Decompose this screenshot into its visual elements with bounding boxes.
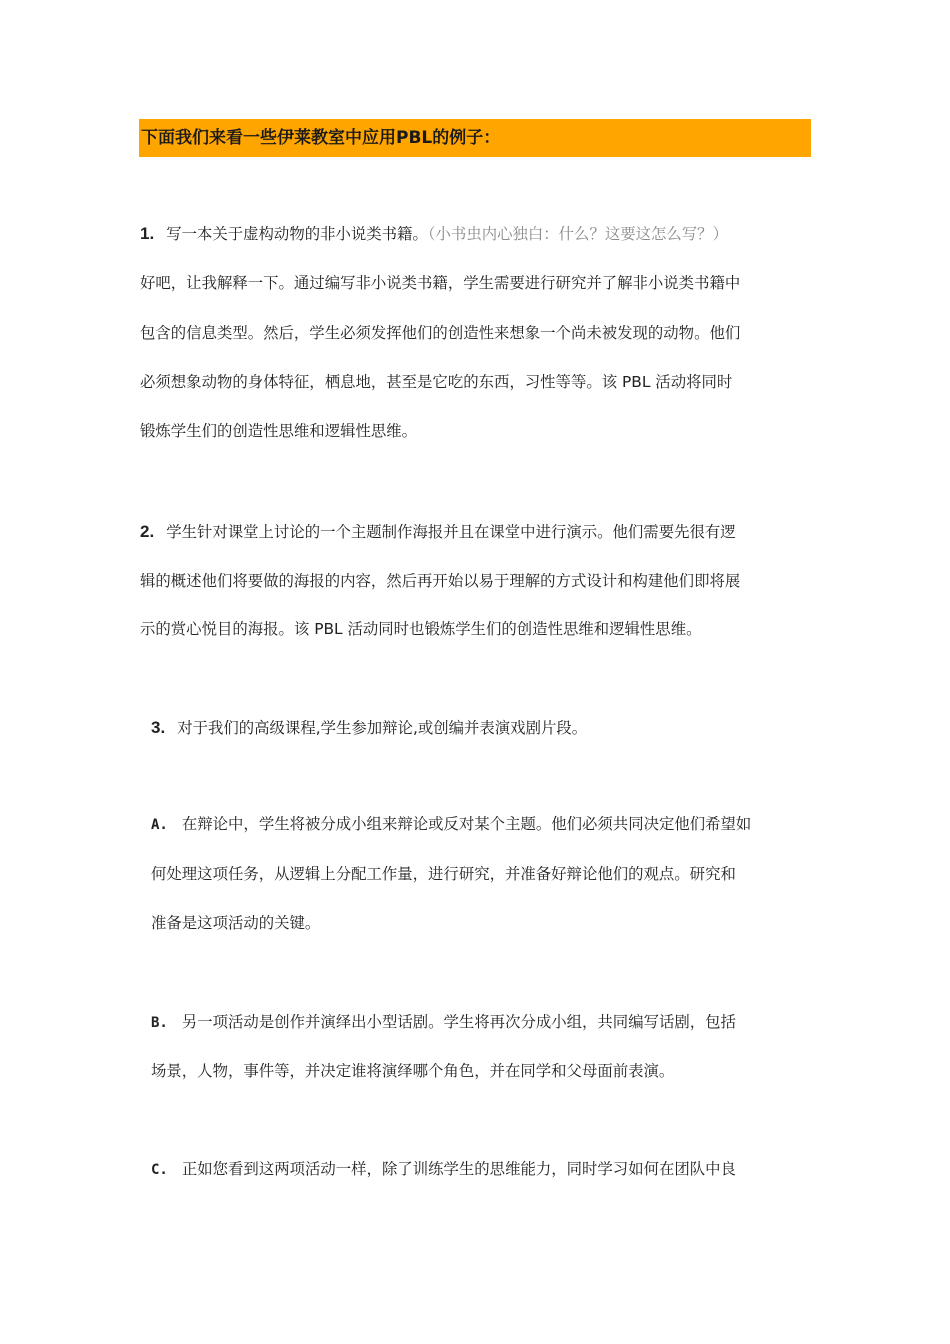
item-2-number: 2. bbox=[140, 522, 155, 541]
item-c-text: 正如您看到这两项活动一样，除了训练学生的思维能力，同时学习如何在团队中良 bbox=[181, 1160, 736, 1178]
item-b-text: 另一项活动是创作并演绎出小型话剧。学生将再次分成小组，共同编写话剧，包括 bbox=[181, 1013, 736, 1031]
item-3-text: 对于我们的高级课程,学生参加辩论,或创编并表演戏剧片段。 bbox=[177, 719, 588, 737]
item-b-letter: B. bbox=[151, 1015, 168, 1031]
item-1-aside: （小书虫内心独白：什么？这要这怎么写？） bbox=[427, 225, 728, 243]
item-a-first-line bbox=[151, 814, 751, 835]
item-2-line: 辑的概述他们将要做的海报的内容，然后再开始以易于理解的方式设计和构建他们即将展 bbox=[140, 572, 741, 590]
item-1-first-line bbox=[140, 224, 728, 244]
item-3-number: 3. bbox=[151, 718, 166, 737]
item-1-line: 好吧，让我解释一下。通过编写非小说类书籍，学生需要进行研究并了解非小说类书籍中 bbox=[140, 274, 741, 292]
item-1-line: 锻炼学生们的创造性思维和逻辑性思维。 bbox=[140, 422, 418, 440]
item-b-first-line bbox=[151, 1012, 736, 1033]
item-2-text: 学生针对课堂上讨论的一个主题制作海报并且在课堂中进行演示。他们需要先很有逻 bbox=[166, 523, 736, 541]
item-1-title: 写一本关于虚构动物的非小说类书籍。 bbox=[166, 225, 428, 243]
item-3-line bbox=[151, 718, 587, 738]
item-b-line: 场景，人物，事件等，并决定谁将演绎哪个角色，并在同学和父母面前表演。 bbox=[151, 1062, 675, 1080]
item-2-line: 示的赏心悦目的海报。该 PBL 活动同时也锻炼学生们的创造性思维和逻辑性思维。 bbox=[140, 620, 702, 638]
item-a-line: 准备是这项活动的关键。 bbox=[151, 914, 321, 932]
item-1-line: 必须想象动物的身体特征，栖息地，甚至是它吃的东西，习性等等。该 PBL 活动将同时 bbox=[140, 373, 733, 391]
item-1-number: 1. bbox=[140, 224, 155, 243]
item-a-text: 在辩论中，学生将被分成小组来辩论或反对某个主题。他们必须共同决定他们希望如 bbox=[181, 815, 752, 833]
item-c-first-line bbox=[151, 1159, 736, 1180]
item-a-line: 何处理这项任务，从逻辑上分配工作量，进行研究，并准备好辩论他们的观点。研究和 bbox=[151, 865, 736, 883]
item-2-first-line bbox=[140, 522, 736, 542]
item-a-letter: A. bbox=[151, 817, 168, 833]
section-heading: 下面我们来看一些伊莱教室中应用PBL的例子： bbox=[139, 119, 811, 157]
item-c-letter: C. bbox=[151, 1162, 168, 1178]
item-1-line: 包含的信息类型。然后，学生必须发挥他们的创造性来想象一个尚未被发现的动物。他们 bbox=[140, 324, 741, 342]
